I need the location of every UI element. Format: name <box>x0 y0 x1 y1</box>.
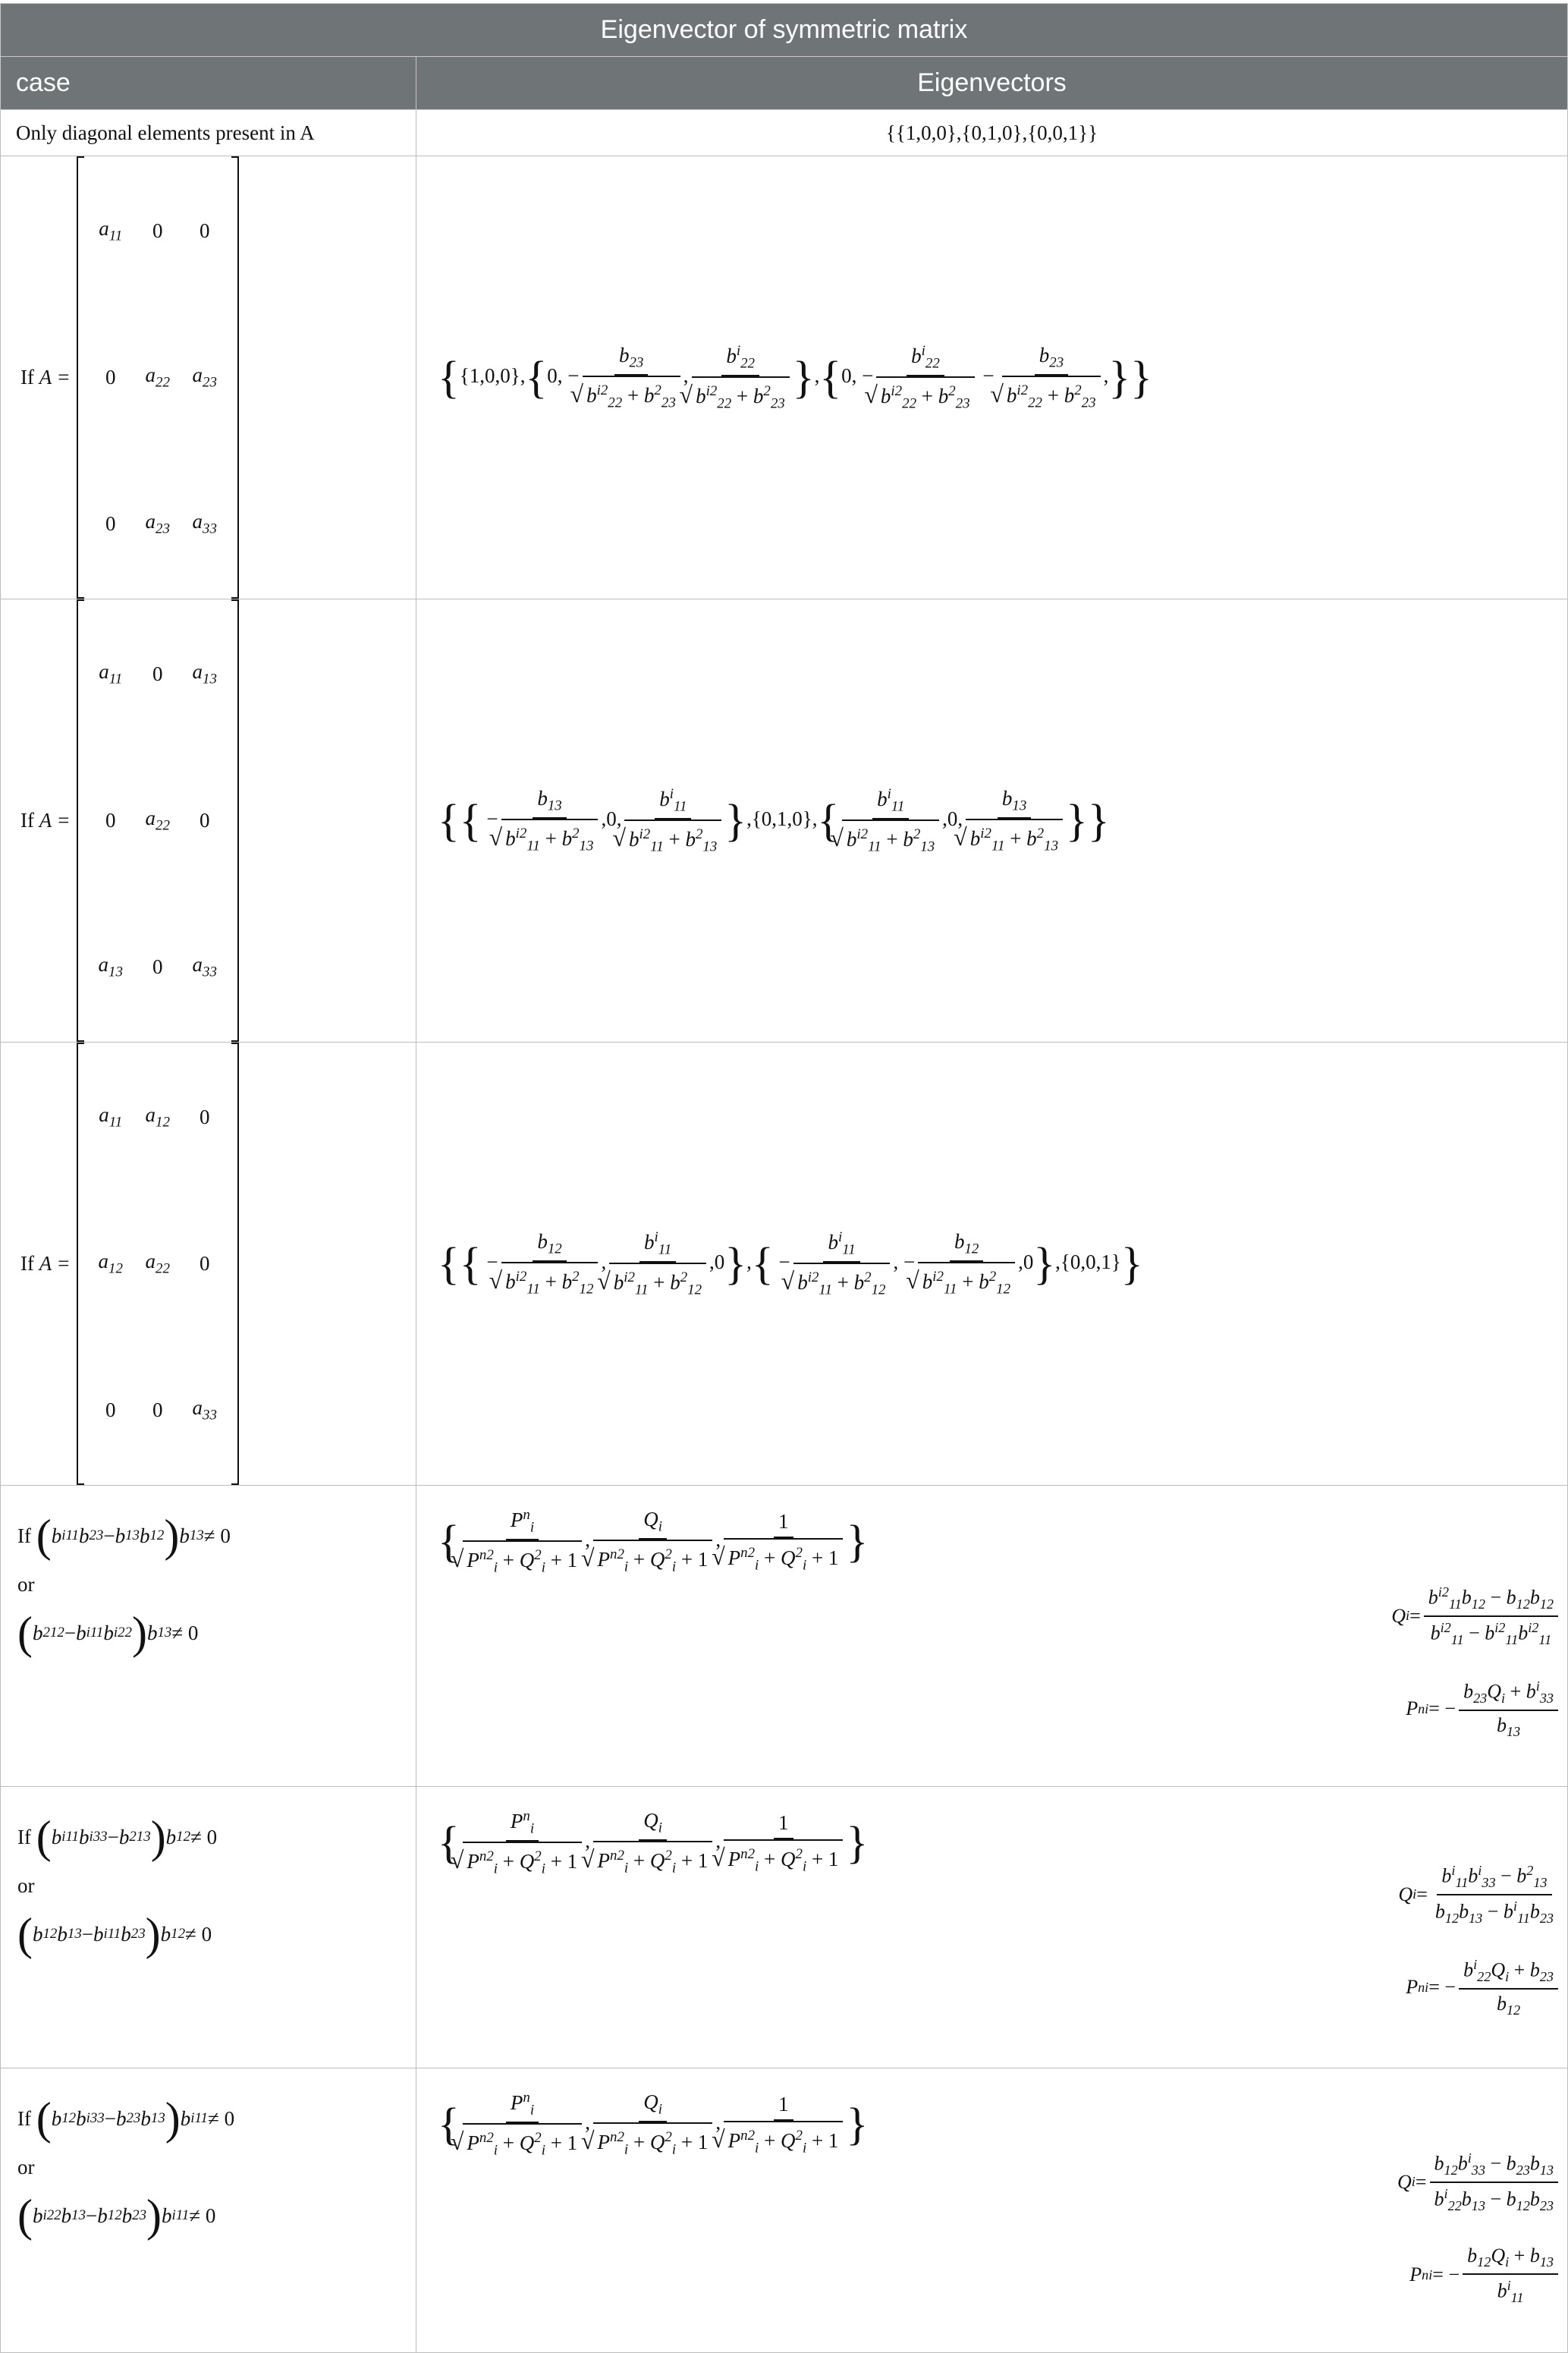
case-cell <box>1 1486 416 1787</box>
eigenvector-expression: {{1,0,0},{0, − $b_{23}$ √ $b^{i2}_{22} + b^2_{23}$ , $b^i_{22}$ √ $b^{i2}_{22} + b^2_{23}$ },{0, − $b^i_{22}$ √ $b^{i2}_{22} + b^2_{23}$ − $b_{23}$ √ $b^{i2}_{22} + b^2_{23}$ ,}} <box>416 343 1567 413</box>
general-eigenvector: { $P^n_i$ √ $P^{n2}_i + Q^2_i + 1$ , $Q_i$ √ $P^{n2}_i + Q^2_i + 1$ , 1 √ $P^{n2}_i + Q^2_i + 1$ } <box>438 2090 868 2160</box>
eigenvector-table <box>0 3 1567 2353</box>
header-eigenvectors: Eigenvectors <box>416 57 1568 110</box>
matrix: $a_{11}$ 0 0 0 $a_{22}$ $a_{23}$ 0 $a_{23}$ $a_{33}$ <box>77 156 239 599</box>
matrix: $a_{11}$ $a_{12}$ 0 $a_{12}$ $a_{22}$ 0 0 0 $a_{33}$ <box>77 1043 239 1485</box>
matrix-condition: If A = $a_{11}$ $a_{12}$ 0 $a_{12}$ $a_{22}$ 0 0 0 $a_{33}$ <box>1 1043 416 1485</box>
table-row <box>1 599 1568 1043</box>
table-title: Eigenvector of symmetric matrix <box>1 4 1568 57</box>
table-row <box>1 2068 1568 2353</box>
eigenvector-expression: {{ − $b_{12}$ √ $b^{i2}_{11} + b^2_{12}$ , $b^i_{11}$ √ $b^{i2}_{11} + b^2_{12}$ ,0},{ − $b^i_{11}$ √ $b^{i2}_{11} + b^2_{12}$ , − $b_{12}$ √ $b^{i2}_{11} + b^2_{12}$ ,0},{0,0,1}} <box>416 1229 1567 1299</box>
case-cell <box>1 1043 416 1486</box>
condition-text: If ( b i 11 b 23 − b 13 b 12 ) b 13 ≠ 0 or ( b 2 12 − b i 11 b i 22 ) b 13 ≠ 0 <box>17 1511 231 1658</box>
header-case: case <box>1 57 416 110</box>
matrix-condition: If A = $a_{11}$ 0 0 0 $a_{22}$ $a_{23}$ 0 $a_{23}$ $a_{33}$ <box>1 156 416 599</box>
general-eigenvector: { $P^n_i$ √ $P^{n2}_i + Q^2_i + 1$ , $Q_i$ √ $P^{n2}_i + Q^2_i + 1$ , 1 √ $P^{n2}_i + Q^2_i + 1$ } <box>438 1507 868 1577</box>
table-row <box>1 1787 1568 2068</box>
table-row <box>1 110 1568 156</box>
condition-text: If ( b 12 b i 33 − b 23 b 13 ) b i 11 ≠ 0 or ( b i 22 b 13 − b 12 b 23 ) b i 11 ≠ 0 <box>17 2093 235 2241</box>
table-row <box>1 156 1568 599</box>
case-cell <box>1 2068 416 2353</box>
eigenvector-cell <box>416 1787 1568 2068</box>
definitions: Q i = $\frac{b^{i2}_{11}b_{12} - b_{12}b_{12}}{b^{i2}_{11} - b^{i2}_{11}b^{i2}_{11}}$ P n i = − $\frac{b_{23}Q_i + b^i_{33}}{b_{13}}$ <box>1391 1584 1561 1770</box>
definitions: Q i = $\frac{b_{12}b^i_{33} - b_{23}b_{13}}{b^i_{22}b_{13} - b_{12}b_{23}}$ P n i = − $\frac{b_{12}Q_i + b_{13}}{b^i_{11}}$ <box>1397 2150 1561 2336</box>
definitions: Q i = $\frac{b^i_{11}b^i_{33} - b^2_{13}}{b_{12}b_{13} - b^i_{11}b_{23}}$ P n i = − $\frac{b^i_{22}Q_i + b_{23}}{b_{12}}$ <box>1398 1863 1561 2049</box>
case-cell: Only diagonal elements present in A <box>1 110 416 156</box>
table-row <box>1 1043 1568 1486</box>
eigenvector-cell <box>416 1043 1568 1486</box>
matrix-condition: If A = $a_{11}$ 0 $a_{13}$ 0 $a_{22}$ 0 $a_{13}$ 0 $a_{33}$ <box>1 599 416 1042</box>
eigenvector-cell <box>416 156 1568 599</box>
eigenvector-cell <box>416 599 1568 1043</box>
eigenvector-expression: {{ − $b_{13}$ √ $b^{i2}_{11} + b^2_{13}$ ,0, $b^i_{11}$ √ $b^{i2}_{11} + b^2_{13}$ },{0,1,0},{ $b^i_{11}$ √ $b^{i2}_{11} + b^2_{13}$ ,0, $b_{13}$ √ $b^{i2}_{11} + b^2_{13}$ }} <box>416 786 1567 856</box>
table-row <box>1 1486 1568 1787</box>
general-eigenvector: { $P^n_i$ √ $P^{n2}_i + Q^2_i + 1$ , $Q_i$ √ $P^{n2}_i + Q^2_i + 1$ , 1 √ $P^{n2}_i + Q^2_i + 1$ } <box>438 1808 868 1878</box>
case-cell <box>1 599 416 1043</box>
matrix: $a_{11}$ 0 $a_{13}$ 0 $a_{22}$ 0 $a_{13}$ 0 $a_{33}$ <box>77 599 239 1042</box>
case-cell <box>1 1787 416 2068</box>
eigenvector-cell <box>416 1486 1568 1787</box>
eigenvector-cell: {{1,0,0},{0,1,0},{0,0,1}} <box>416 110 1568 156</box>
eigenvector-cell <box>416 2068 1568 2353</box>
case-cell <box>1 156 416 599</box>
condition-text: If ( b i 11 b i 33 − b 2 13 ) b 12 ≠ 0 or ( b 12 b 13 − b i 11 b 23 ) b 12 ≠ 0 <box>17 1812 218 1959</box>
